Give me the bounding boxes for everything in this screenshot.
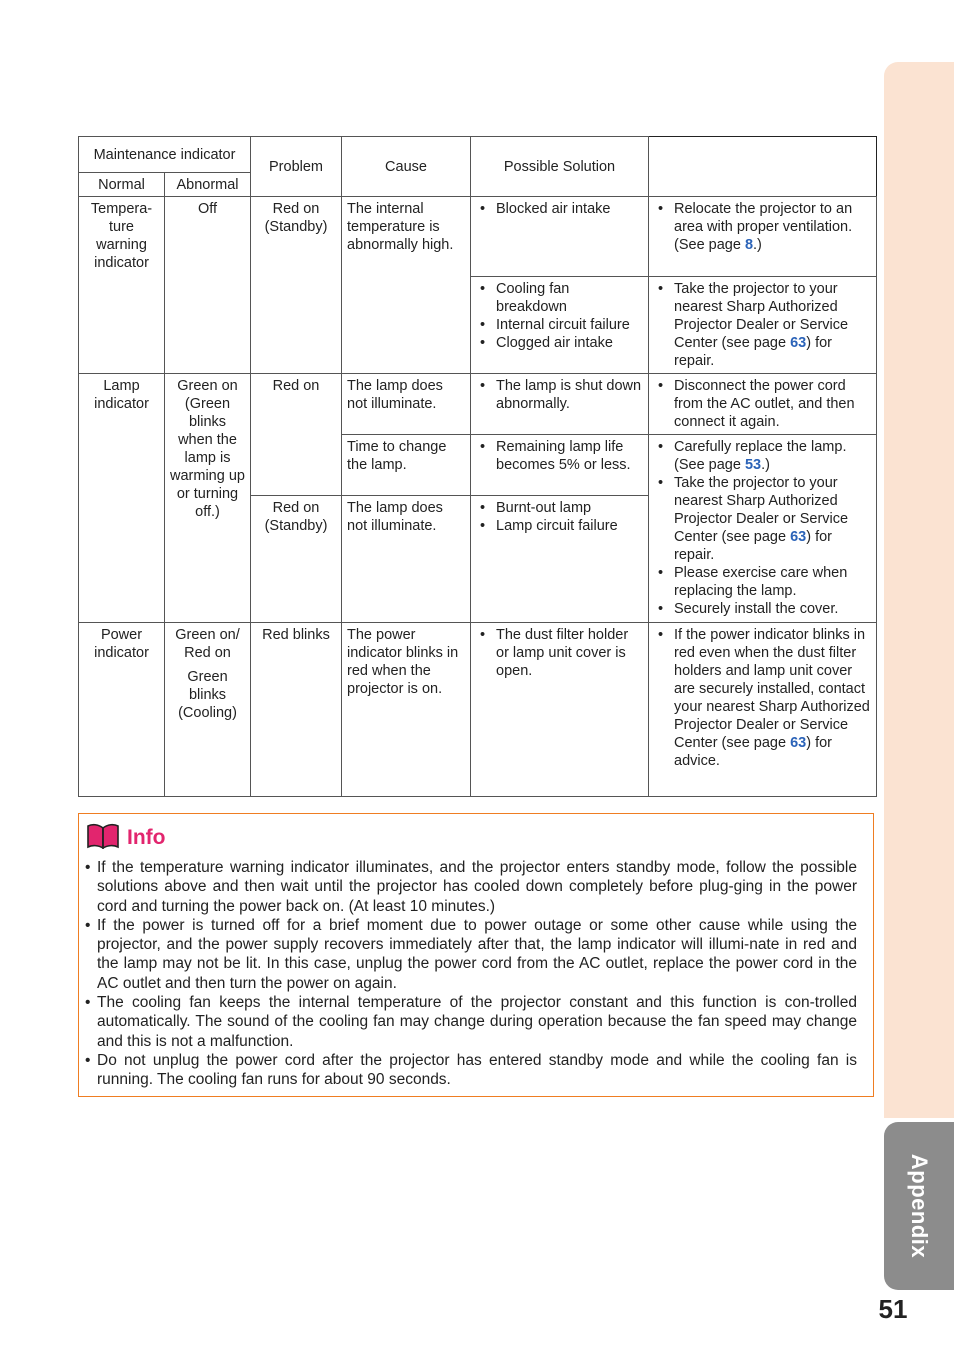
page-link[interactable]: 63: [790, 335, 807, 351]
list-item: • Clogged air intake: [476, 334, 643, 352]
list-item: • Do not unplug the power cord after the projector has entered standby mode and while the cooling fan is running. The cooling fan runs for about 90 seconds.: [85, 1051, 857, 1090]
header-possible-solution: Possible Solution: [471, 137, 649, 197]
lamp-problem-2: Time to change the lamp.: [342, 435, 471, 496]
list-item: • Take the projector to your nearest Sharp Authorized Projector Dealer or Service Center (see page 63) for repair.: [654, 474, 871, 564]
power-problem: The power indicator blinks in red when the projector is on.: [342, 623, 471, 797]
temp-abnormal: Red on (Standby): [251, 197, 342, 374]
header-problem: Problem: [251, 137, 342, 197]
info-box: [78, 813, 874, 1097]
power-abnormal: Red blinks: [251, 623, 342, 797]
list-item: • Blocked air intake: [476, 200, 643, 218]
info-title: Info: [127, 826, 166, 849]
list-item: • Disconnect the power cord from the AC outlet, and then connect it again.: [654, 377, 871, 431]
info-list: [85, 858, 857, 1090]
list-item: • The dust filter holder or lamp unit cover is open.: [476, 626, 643, 680]
page-link[interactable]: 63: [790, 529, 807, 545]
lamp-abnormal-3: Red on (Standby): [251, 496, 342, 623]
page-number: 51: [878, 1294, 908, 1324]
appendix-tab-label: Appendix: [907, 1153, 933, 1259]
maintenance-indicator-table: [78, 136, 877, 797]
lamp-cause-2: [471, 435, 649, 496]
power-normal: Green on/ Red on Green blinks (Cooling): [165, 623, 251, 797]
lamp-problem-3: The lamp does not illuminate.: [342, 496, 471, 623]
list-item: • Please exercise care when replacing the lamp.: [654, 564, 871, 600]
book-icon: [87, 823, 119, 854]
page-link[interactable]: 8: [744, 237, 754, 253]
list-item: • If the temperature warning indicator illuminates, and the projector enters standby mode, follow the possible solutions above and then wait until the projector has cooled down completely before plug-ging in the power cord and turning the power back on. (At least 10 minutes.): [85, 858, 857, 916]
power-indicator: Power indicator: [79, 623, 165, 797]
page-link[interactable]: 63: [790, 735, 807, 751]
info-header: [87, 824, 165, 852]
lamp-solution-1: [649, 374, 877, 435]
temp-solution-2: [649, 277, 877, 374]
side-strip: [884, 62, 954, 1118]
lamp-cause-3: [471, 496, 649, 623]
temp-problem: The internal temperature is abnormally high.: [342, 197, 471, 374]
list-item: • If the power is turned off for a brief moment due to power outage or some other cause while using the projector, and the power supply recovers immediately after that, the lamp indicator will illumi-nate in red and the lamp may not be lit. In this case, unplug the power cord from the AC outlet, replace the power cord in the AC outlet and then turn the power on again.: [85, 916, 857, 993]
list-item: • Burnt-out lamp: [476, 499, 643, 517]
temp-solution-1: [649, 197, 877, 277]
list-item: • The lamp is shut down abnormally.: [476, 377, 643, 413]
list-item: • If the power indicator blinks in red even when the dust filter holders and lamp unit cover are securely installed, contact your nearest Sharp Authorized Projector Dealer or Service Center (see page 63) for advice.: [654, 626, 871, 770]
lamp-solution-2: [649, 435, 877, 623]
list-item: • Securely install the cover.: [654, 600, 871, 618]
header-abnormal: Abnormal: [165, 173, 251, 197]
lamp-indicator: Lamp indicator: [79, 374, 165, 623]
temp-indicator: Tempera-ture warning indicator: [79, 197, 165, 374]
lamp-normal: Green on (Green blinks when the lamp is warming up or turning off.): [165, 374, 251, 623]
temp-cause-1: [471, 197, 649, 277]
list-item: • The cooling fan keeps the internal temperature of the projector constant and this function is con-trolled automatically. The sound of the cooling fan may change during operation because the fan speed may change and this is not a malfunction.: [85, 993, 857, 1051]
header-normal: Normal: [79, 173, 165, 197]
list-item: • Remaining lamp life becomes 5% or less.: [476, 438, 643, 474]
appendix-tab[interactable]: [884, 1122, 954, 1290]
temp-normal: Off: [165, 197, 251, 374]
header-cause: Cause: [342, 137, 471, 197]
temp-cause-2: [471, 277, 649, 374]
power-solution: [649, 623, 877, 797]
list-item: • Lamp circuit failure: [476, 517, 643, 535]
list-item: • Cooling fan breakdown: [476, 280, 643, 316]
power-cause: [471, 623, 649, 797]
list-item: • Take the projector to your nearest Sharp Authorized Projector Dealer or Service Center (see page 63) for repair.: [654, 280, 871, 370]
lamp-abnormal-1: Red on: [251, 374, 342, 496]
list-item: • Carefully replace the lamp. (See page 53.): [654, 438, 871, 474]
list-item: • Internal circuit failure: [476, 316, 643, 334]
lamp-problem-1: The lamp does not illuminate.: [342, 374, 471, 435]
page-link[interactable]: 53: [744, 457, 762, 473]
lamp-cause-1: [471, 374, 649, 435]
list-item: • Relocate the projector to an area with proper ventilation. (See page 8.): [654, 200, 871, 254]
header-maintenance-indicator: Maintenance indicator: [79, 137, 251, 173]
